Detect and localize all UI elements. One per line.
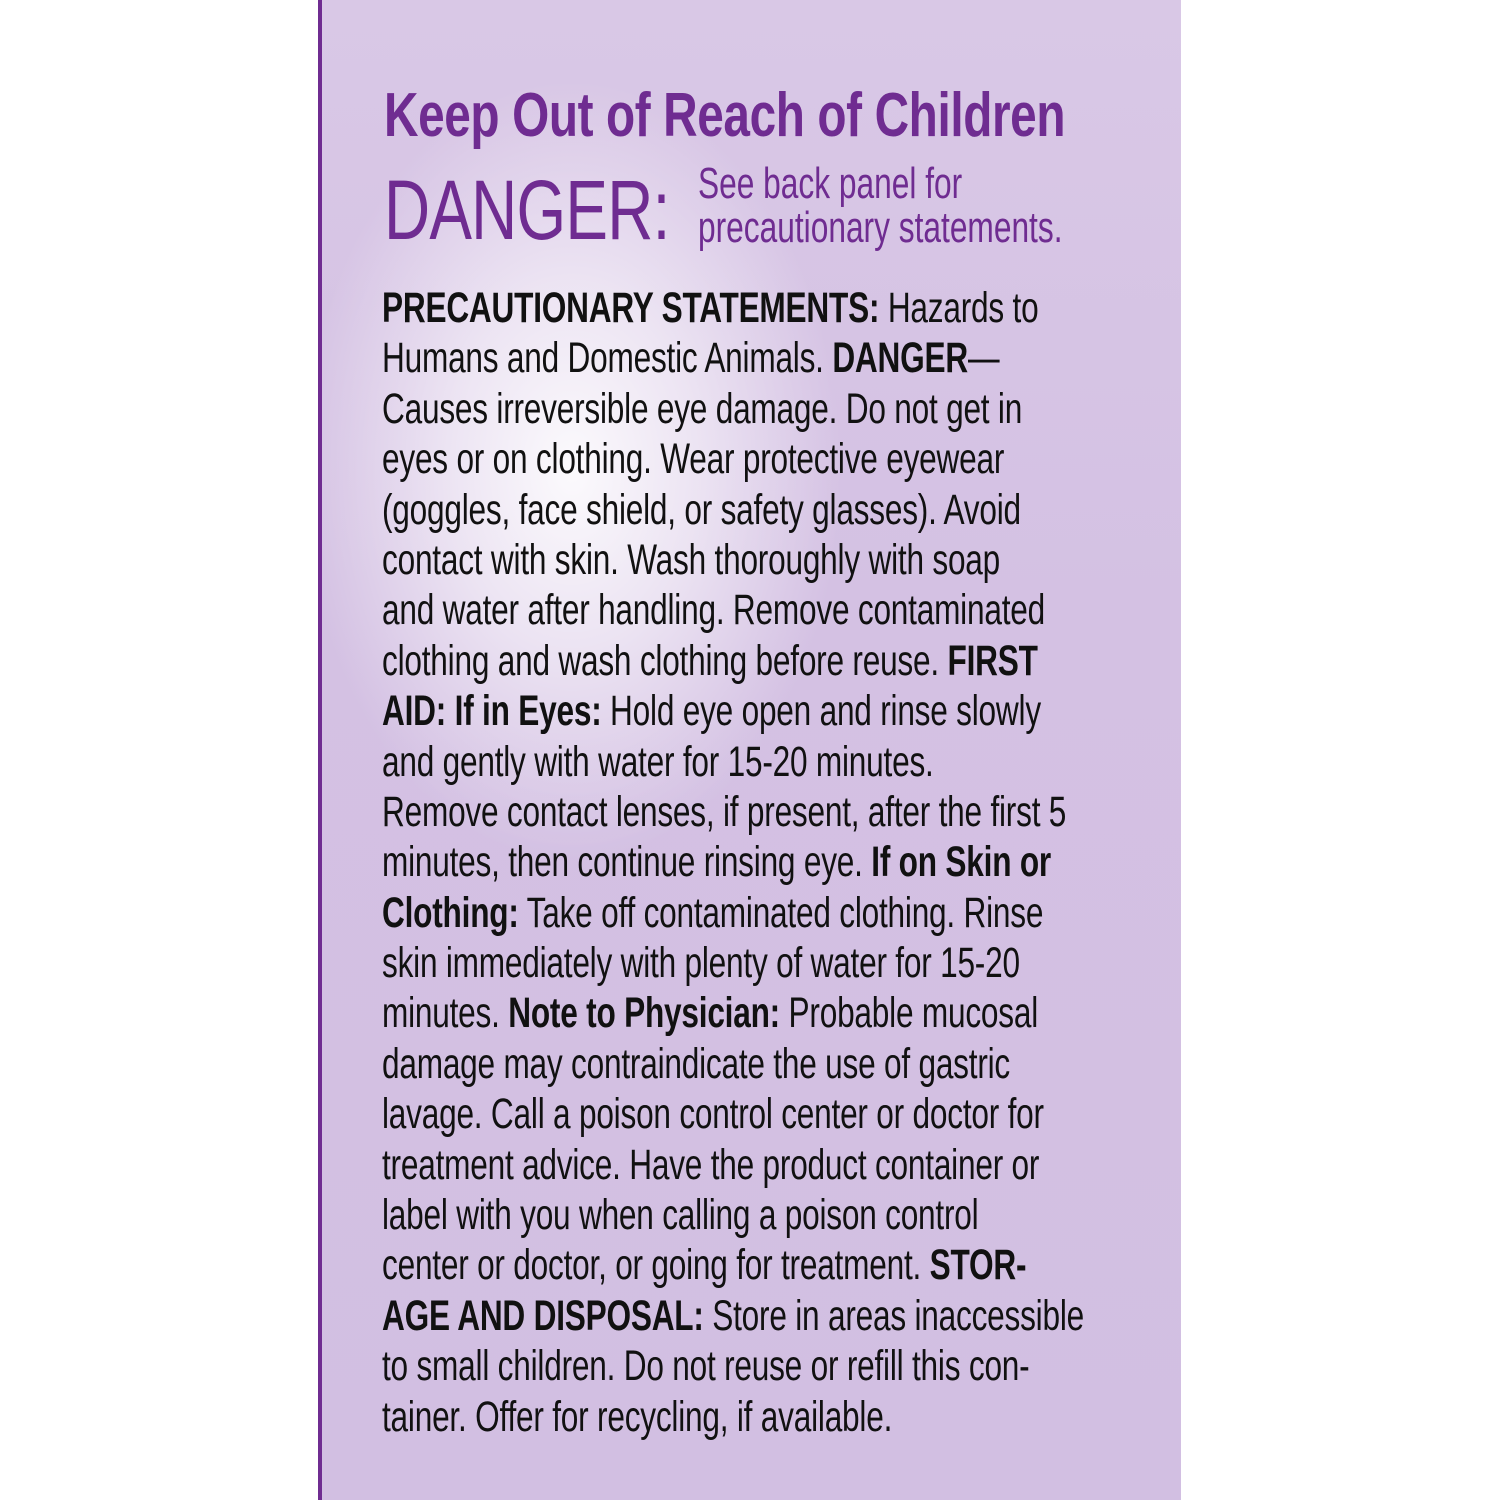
- body-line: [382, 787, 1084, 837]
- danger-note-line-1: See back panel for: [698, 159, 963, 208]
- body-run: damage may contraindicate the use of gastric: [382, 1039, 1011, 1088]
- body-line: [382, 1240, 1084, 1290]
- body-run: minutes.: [382, 989, 509, 1038]
- body-line: [382, 686, 1084, 736]
- precautionary-statements-text: [382, 283, 1337, 1442]
- body-run: contact with skin. Wash thoroughly with soap: [382, 535, 1001, 584]
- body-line: [382, 384, 1084, 434]
- body-line: [382, 535, 1084, 585]
- body-line: [382, 888, 1084, 938]
- body-run: skin immediately with plenty of water for 15-20: [382, 939, 1020, 988]
- body-line: [382, 737, 1084, 787]
- body-line: [382, 988, 1084, 1038]
- body-run-bold: FIRST: [947, 636, 1038, 685]
- body-line: [382, 636, 1084, 686]
- danger-note-line-2: precautionary statements.: [698, 203, 1063, 252]
- body-line: [382, 434, 1084, 484]
- body-line: [382, 1140, 1084, 1190]
- body-run: eyes or on clothing. Wear protective eyewear: [382, 435, 1005, 484]
- body-line: [382, 585, 1084, 635]
- body-line: [382, 1190, 1084, 1240]
- body-run: center or doctor, or going for treatment.: [382, 1241, 930, 1290]
- body-run: Humans and Domestic Animals.: [382, 334, 833, 383]
- body-run-bold: Clothing:: [382, 888, 519, 937]
- body-run: Hazards to: [879, 284, 1039, 332]
- body-run-bold: PRECAUTIONARY STATEMENTS:: [382, 284, 880, 332]
- body-run: Take off contaminated clothing. Rinse: [518, 888, 1044, 937]
- label-panel: [318, 0, 1181, 1500]
- body-run-bold: DANGER: [832, 334, 968, 383]
- body-line: [382, 1392, 1084, 1442]
- body-run: Store in areas inaccessible: [703, 1291, 1085, 1340]
- headline: Keep Out of Reach of Children: [384, 81, 1066, 150]
- body-line: [382, 1291, 1084, 1341]
- body-run: —: [967, 334, 1000, 383]
- body-run: (goggles, face shield, or safety glasses). Avoid: [382, 485, 1021, 534]
- body-run: treatment advice. Have the product container or: [382, 1140, 1040, 1189]
- body-run-bold: STOR-: [929, 1241, 1027, 1290]
- body-run: Remove contact lenses, if present, after the first 5: [382, 787, 1067, 836]
- body-run-bold: AID: If in Eyes:: [382, 687, 602, 736]
- body-run-bold: Note to Physician:: [508, 989, 780, 1038]
- body-run: Causes irreversible eye damage. Do not get in: [382, 384, 1023, 433]
- danger-note: [698, 159, 1087, 252]
- body-run: Probable mucosal: [779, 989, 1039, 1038]
- body-run: clothing and wash clothing before reuse.: [382, 636, 948, 685]
- body-run-bold: If on Skin or: [871, 838, 1052, 887]
- body-line: [382, 938, 1084, 988]
- body-run-bold: AGE AND DISPOSAL:: [382, 1291, 704, 1340]
- body-run: lavage. Call a poison control center or doctor for: [382, 1090, 1044, 1139]
- body-line: [382, 333, 1084, 383]
- body-run: and gently with water for 15-20 minutes.: [382, 737, 934, 786]
- body-line: [382, 283, 1084, 333]
- body-line: [382, 485, 1084, 535]
- body-line: [382, 837, 1084, 887]
- body-line: [382, 1089, 1084, 1139]
- body-line: [382, 1341, 1084, 1391]
- body-run: minutes, then continue rinsing eye.: [382, 838, 872, 887]
- body-line: [382, 1039, 1084, 1089]
- body-run: tainer. Offer for recycling, if available.: [382, 1392, 893, 1441]
- body-run: label with you when calling a poison control: [382, 1191, 979, 1240]
- danger-word: DANGER:: [384, 163, 670, 257]
- body-run: and water after handling. Remove contaminated: [382, 586, 1045, 635]
- body-run: Hold eye open and rinse slowly: [601, 687, 1041, 736]
- body-run: to small children. Do not reuse or refill this con-: [382, 1342, 1030, 1391]
